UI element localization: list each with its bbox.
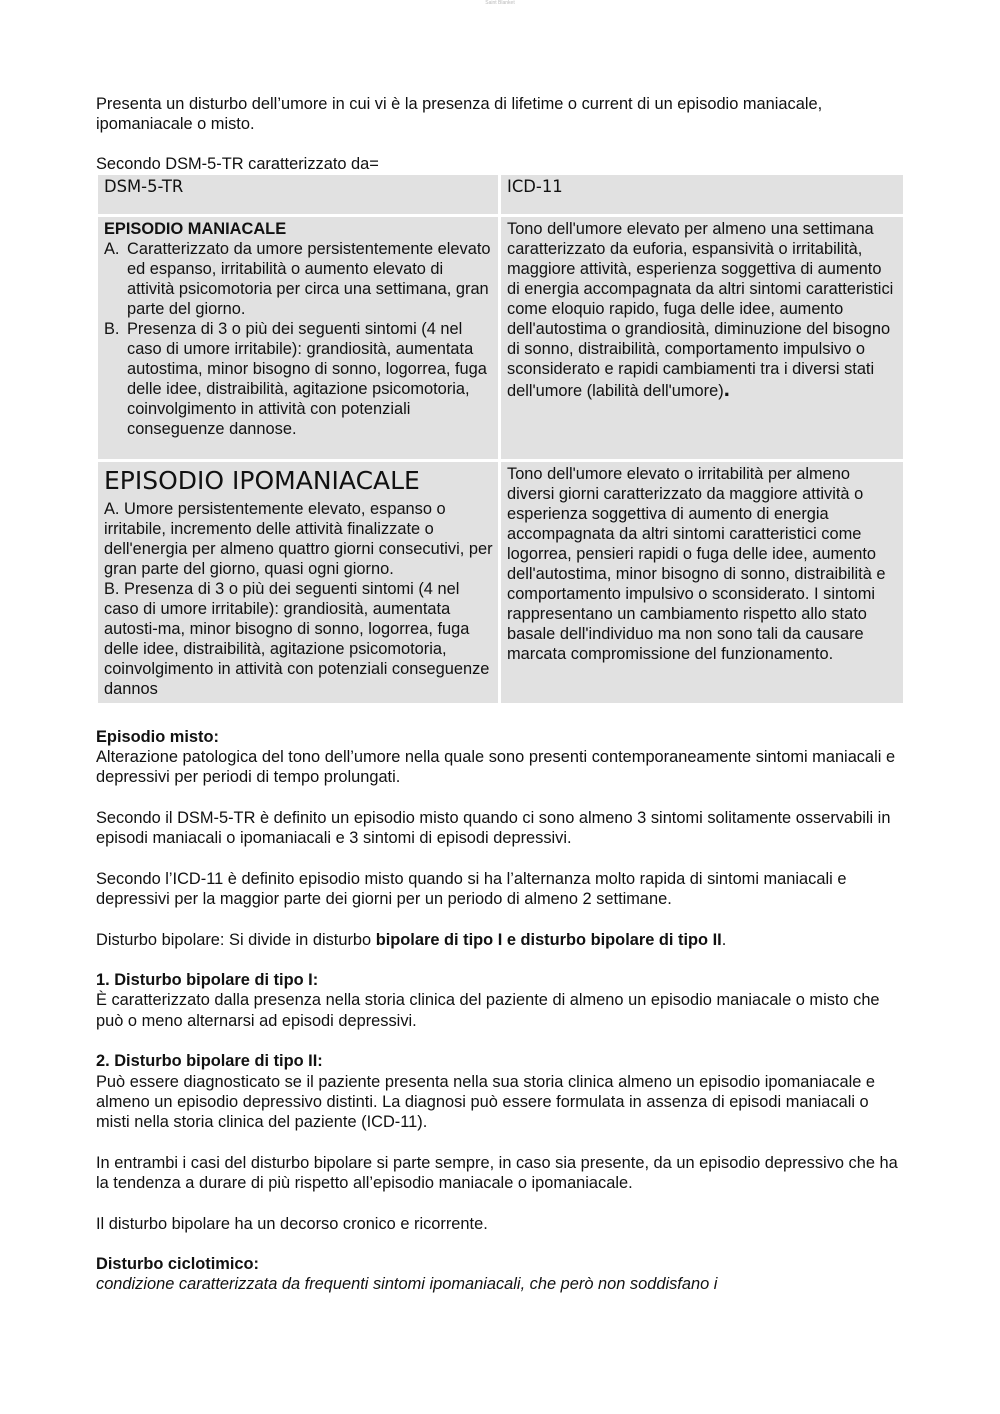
cell-dsm-ipomaniacale [98, 462, 498, 703]
criterion-a-text: Caratterizzato da umore persistentemente elevato ed espanso, irritabilità o aumento elevato di attività psicomotoria per circa una settimana, gran parte del giorno. [127, 239, 491, 318]
criterion-b-text: Presenza di 3 o più dei seguenti sintomi (4 nel caso di umore irritabile): grandiosità, aumentata autostima, minor bisogno di sonno, logorrea, fuga delle idee, distraibilità, agitazione psicomotoria, coinvolgimento in attività con potenziali conseguenze dannose. [127, 319, 487, 438]
bipolare-intro-suffix: . [721, 930, 727, 949]
table-header-row [98, 175, 903, 214]
ciclotimico-text: condizione caratterizzata da frequenti sintomi ipomaniacali, che però non soddisfano i [96, 1275, 718, 1294]
cell-dsm-maniacale [98, 217, 498, 459]
table-row-ipomaniacale [98, 462, 903, 703]
icd-maniacale-text: Tono dell'umore elevato per almeno una settimana caratterizzato da euforia, espansività o irritabilità, maggiore attività, esperienza soggettiva di aumento di energia accompagnata da altri sintomi caratteristici come eloquio rapido, fuga delle idee, aumento dell'autostima o grandiosità, diminuzione del bisogno di sonno, distraibilità, comportamento impulsivo o sconsiderato e rapidi cambiamenti tra i diversi stati dell'umore (labilità dell'umore) [507, 219, 894, 400]
ciclotimico-heading: Disturbo ciclotimico: [96, 1255, 260, 1274]
maniacale-title: EPISODIO MANIACALE [104, 219, 287, 238]
document-page [96, 94, 904, 1295]
bipolare-decorso-paragraph: Il disturbo bipolare ha un decorso cronico e ricorrente. [96, 1214, 488, 1233]
bipolare-tipo1-text: È caratterizzato dalla presenza nella storia clinica del paziente di almeno un episodio maniacale o misto che può o meno alternarsi ad episodi depressivi. [96, 991, 880, 1030]
misto-paragraph-1: Alterazione patologica del tono dell’umore nella quale sono presenti contemporaneamente sintomi maniacali e depressivi per periodi di tempo prolungati. [96, 747, 896, 787]
ipomaniacale-criterion-b: B. Presenza di 3 o più dei seguenti sintomi (4 nel caso di umore irritabile): grandiosità, aumentata autosti-ma, minor bisogno di sonno, logorrea, fuga delle idee, distraibilità, agitazione psicomotoria, coinvolgimento in attività con potenziali conseguenze dannos [104, 579, 490, 698]
criterion-b-marker: B. [104, 319, 120, 338]
bipolare-intro-bold: bipolare di tipo I e disturbo bipolare di tipo II [375, 930, 722, 949]
intro-paragraph: Presenta un disturbo dell’umore in cui vi è la presenza di lifetime o current di un episodio maniacale, ipomaniacale o misto. [96, 95, 823, 134]
maniacale-criteria-list [104, 239, 493, 439]
comparison-table [95, 172, 906, 706]
watermark: Saint Blanket [485, 0, 515, 6]
bipolare-tipo2-heading: 2. Disturbo bipolare di tipo II: [96, 1052, 323, 1071]
dsm-intro-line: Secondo DSM-5-TR caratterizzato da= [96, 155, 379, 174]
ipomaniacale-criterion-a: A. Umore persistentemente elevato, espanso o irritabile, incremento delle attività finalizzate o dell'energia per almeno quattro giorni consecutivi, per gran parte del giorno, quasi ogni giorno. [104, 499, 493, 578]
icd-maniacale-period: . [723, 375, 730, 401]
bipolare-intro [96, 930, 904, 950]
cell-icd-maniacale [501, 217, 903, 459]
criterion-b [104, 319, 493, 439]
ipomaniacale-title: EPISODIO IPOMANIACALE [104, 465, 420, 495]
table-row-maniacale [98, 217, 903, 459]
bipolare-entrambi-paragraph: In entrambi i casi del disturbo bipolare si parte sempre, in caso sia presente, da un episodio depressivo che ha la tendenza a durare di più rispetto all’episodio maniacale o ipomaniacale. [96, 1153, 898, 1192]
bipolare-tipo1-heading: 1. Disturbo bipolare di tipo I: [96, 971, 319, 990]
bipolare-tipo2-text: Può essere diagnosticato se il paziente presenta nella sua storia clinica almeno un episodio ipomaniacale e almeno un episodio depressivo distinti. La diagnosi può essere formulata in assenza di episodi maniacali o misti nella storia clinica del paziente (ICD-11). [96, 1072, 876, 1131]
bipolare-intro-prefix: Disturbo bipolare: Si divide in disturbo [96, 930, 376, 949]
misto-paragraph-3: Secondo l’ICD-11 è definito episodio misto quando si ha l’alternanza molto rapida di sintomi maniacali e depressivi per la maggior parte dei giorni per un periodo di almeno 2 settimane. [96, 869, 847, 908]
misto-heading: Episodio misto: [96, 727, 219, 746]
column-header-dsm: DSM-5-TR [98, 175, 498, 214]
cell-icd-ipomaniacale: Tono dell'umore elevato o irritabilità per almeno diversi giorni caratterizzato da maggiore attività o esperienza soggettiva di aumento di energia accompagnata da altri sintomi caratteristici come logorrea, pensieri rapidi o fuga delle idee, aumento dell'autostima, minor bisogno di sonno, distraibilità e comportamento impulsivo o sconsiderato. I sintomi rappresentano un cambiamento rispetto allo stato basale dell'individuo ma non sono tali da causare marcata compromissione del funzionamento. [501, 462, 903, 703]
column-header-icd: ICD-11 [501, 175, 903, 214]
criterion-a-marker: A. [104, 239, 120, 258]
criterion-a [104, 239, 493, 319]
misto-paragraph-2: Secondo il DSM-5-TR è definito un episodio misto quando ci sono almeno 3 sintomi solitamente osservabili in episodi maniacali o ipomaniacali e 3 sintomi di episodi depressivi. [96, 808, 891, 847]
